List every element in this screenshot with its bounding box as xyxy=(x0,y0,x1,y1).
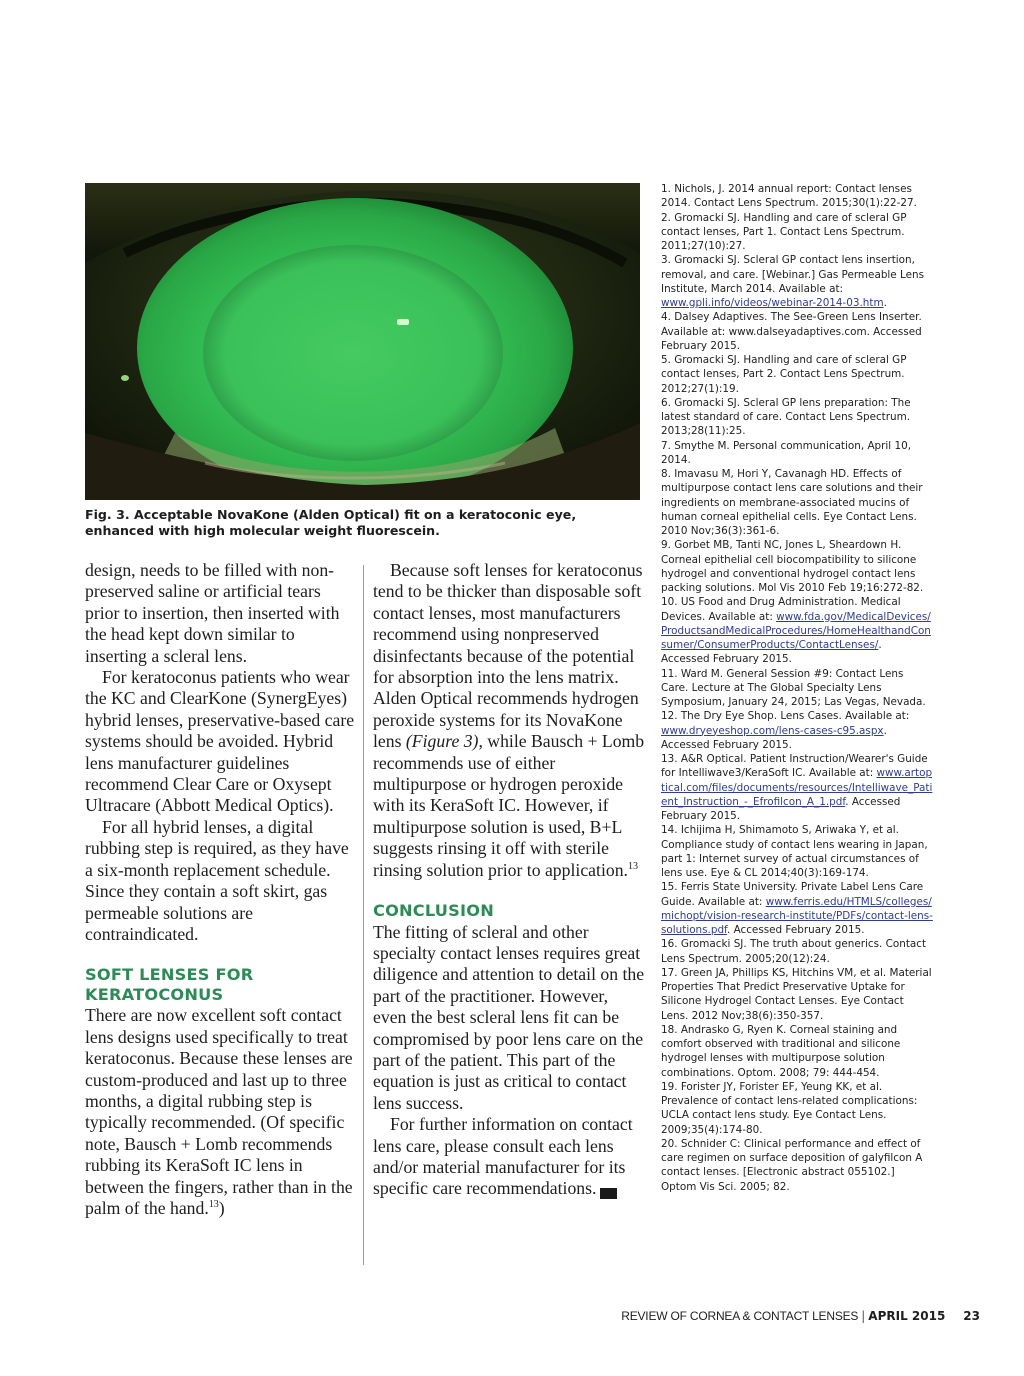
page-footer xyxy=(560,1309,980,1323)
body-column-1 xyxy=(85,560,355,1219)
references-list xyxy=(661,182,933,1194)
footer-separator: | xyxy=(861,1309,866,1323)
paragraph xyxy=(85,1005,355,1219)
paragraph-end: ) xyxy=(218,1197,225,1218)
reference-link[interactable]: www.artoptical.com/files/documents/resources/Intelliwave_Patient_Instruction_-_Efrofilcon_A_1.pdf xyxy=(661,767,933,808)
reference-item: 16. Gromacki SJ. The truth about generics. Contact Lens Spectrum. 2005;20(12):24. xyxy=(661,938,927,965)
paragraph-text: Because soft lenses for keratoconus tend to be thicker than disposable soft contact lenses, most manufacturers recommend using nonpreserved disinfectants because of the potential for absorption into the lens matrix. Alden Optical recommends hydrogen peroxide systems for its NovaKone lens xyxy=(373,560,643,752)
reference-text: . Accessed February 2015. xyxy=(726,924,865,936)
reference-text: 13. A&R Optical. Patient Instruction/Wearer's Guide for Intelliwave3/KeraSoft IC. Available at: xyxy=(661,753,928,780)
eye-fluorescein-image xyxy=(85,183,640,500)
figure-reference: (Figure 3) xyxy=(405,731,479,752)
reference-item xyxy=(661,253,933,310)
paragraph: For keratoconus patients who wear the KC and ClearKone (SynergEyes) hybrid lenses, preservative-based care systems should be avoided. Hybrid lens manufacturer guidelines recommend Clear Care or Oxysept Ultracare (Abbott Medical Optics). xyxy=(85,667,355,816)
reference-item: 11. Ward M. General Session #9: Contact Lens Care. Lecture at The Global Specialty Lens Symposium, January 24, 2015; Las Vegas, Nevada. xyxy=(661,667,926,708)
paragraph xyxy=(373,560,645,881)
magazine-name: REVIEW OF CORNEA & CONTACT LENSES xyxy=(621,1309,859,1323)
reference-link[interactable]: www.gpli.info/videos/webinar-2014-03.htm xyxy=(661,297,884,309)
reference-text: 15. Ferris State University. Private Label Lens Care Guide. Available at: xyxy=(661,881,924,908)
reference-item: 8. Imavasu M, Hori Y, Cavanagh HD. Effects of multipurpose contact lens care solutions and their ingredients on membrane-associated mucins of human corneal epithelial cells. Eye Contact Lens. 2010 Nov;36(3):361-6. xyxy=(661,468,923,537)
reference-text: . Accessed February 2015. xyxy=(661,639,882,666)
reference-item xyxy=(661,595,933,666)
reference-item: 5. Gromacki SJ. Handling and care of scleral GP contact lenses, Part 2. Contact Lens Spectrum. 2012;27(1):19. xyxy=(661,354,907,395)
reference-item xyxy=(661,880,933,937)
reference-text: 10. US Food and Drug Administration. Medical Devices. Available at: xyxy=(661,596,901,623)
reference-link[interactable]: www.fda.gov/MedicalDevices/ProductsandMedicalProcedures/HomeHealthandConsumer/ConsumerProducts/ContactLenses/ xyxy=(661,610,931,651)
reference-link[interactable]: www.ferris.edu/HTMLS/colleges/michopt/vision-research-institute/PDFs/contact-lens-solutions.pdf xyxy=(661,895,933,936)
reference-item: 9. Gorbet MB, Tanti NC, Jones L, Sheardown H. Corneal epithelial cell biocompatibility to silicone hydrogel and conventional hydrogel contact lens packing solutions. Mol Vis 2010 Feb 19;16:272-82. xyxy=(661,539,924,594)
paragraph-text: , while Bausch + Lomb recommends use of either multipurpose or hydrogen peroxide with its KeraSoft IC. However, if multipurpose solution is used, B+L suggests rinsing it off with sterile rinsing solution prior to application. xyxy=(373,731,645,880)
reference-item: 14. Ichijima H, Shimamoto S, Ariwaka Y, et al. Compliance study of contact lens wearing in Japan, part 1: Internet survey of actual circumstances of lens use. Eye & CL 2014;40(3):169-174. xyxy=(661,824,928,879)
column-divider xyxy=(363,565,364,1265)
reference-text: . Accessed February 2015. xyxy=(661,795,901,822)
reference-item: 19. Forister JY, Forister EF, Yeung KK, et al. Prevalence of contact lens-related complications: UCLA contact lens study. Eye Contact Lens. 2009;35(4):174-80. xyxy=(661,1080,918,1136)
paragraph-text: There are now excellent soft contact lens designs used specifically to treat keratoconus. Because these lenses are custom-produced and last up to three months, a digital rubbing step is typically recommended. (Of specific note, Bausch + Lomb recommends rubbing its KeraSoft IC lens in between the fingers, rather than in the palm of the hand. xyxy=(85,1005,353,1218)
reference-item: 7. Smythe M. Personal communication, April 10, 2014. xyxy=(661,439,912,466)
citation-superscript: 13 xyxy=(627,860,638,872)
reference-text: . Accessed February 2015. xyxy=(661,724,887,751)
reference-link[interactable]: www.dryeyeshop.com/lens-cases-c95.aspx xyxy=(661,724,884,737)
reference-item xyxy=(661,752,933,823)
paragraph: design, needs to be filled with non-preserved saline or artificial tears prior to insertion, then inserted with the head kept down similar to inserting a scleral lens. xyxy=(85,560,340,666)
paragraph-text: For further information on contact lens care, please consult each lens and/or material manufacturer for its specific care recommendations. xyxy=(373,1114,633,1199)
reference-text: 12. The Dry Eye Shop. Lens Cases. Available at: xyxy=(661,710,910,723)
citation-superscript: 13 xyxy=(208,1199,219,1211)
reference-item: 4. Dalsey Adaptives. The See-Green Lens Inserter. Available at: www.dalseyadaptives.com. Accessed February 2015. xyxy=(661,311,922,352)
figure-caption: Fig. 3. Acceptable NovaKone (Alden Optical) fit on a keratoconic eye, enhanced with high molecular weight fluorescein. xyxy=(85,507,577,538)
reference-item: 20. Schnider C: Clinical performance and effect of care regimen on surface deposition of galyfilcon A contact lenses. [Electronic abstract 055102.] Optom Vis Sci. 2005; 82. xyxy=(661,1137,923,1193)
page-number: 23 xyxy=(963,1309,980,1323)
figure-photo xyxy=(85,183,640,500)
reference-item: 17. Green JA, Phillips KS, Hitchins VM, et al. Material Properties That Predict Preservative Uptake for Silicone Hydrogel Contact Lenses. Eye Contact Lens. 2012 Nov;38(6):350-357. xyxy=(661,966,932,1022)
issue-date: APRIL 2015 xyxy=(868,1309,946,1323)
section-heading-soft-lenses: SOFT LENSES FOR KERATOCONUS xyxy=(85,965,254,1004)
end-mark-logo: RCCL xyxy=(600,1188,617,1199)
reference-item: 2. Gromacki SJ. Handling and care of scleral GP contact lenses, Part 1. Contact Lens Spectrum. 2011;27(10):27. xyxy=(661,211,907,252)
paragraph: For all hybrid lenses, a digital rubbing step is required, as they have a six-month replacement schedule. Since they contain a soft skirt, gas permeable solutions are contraindicated. xyxy=(85,816,349,944)
paragraph xyxy=(373,1114,645,1200)
reference-text: . xyxy=(883,297,887,309)
body-column-2 xyxy=(373,560,645,1200)
reference-item xyxy=(661,709,933,752)
reference-item: 18. Andrasko G, Ryen K. Corneal staining and comfort observed with traditional and silicone hydrogel lenses with multipurpose solution combinations. Optom. 2008; 79: 444-454. xyxy=(661,1023,901,1079)
reference-item: 6. Gromacki SJ. Scleral GP lens preparation: The latest standard of care. Contact Lens Spectrum. 2013;28(11):25. xyxy=(661,396,911,438)
reference-text: 3. Gromacki SJ. Scleral GP contact lens insertion, removal, and care. [Webinar.] Gas Permeable Lens Institute, March 2014. Available at: xyxy=(661,254,924,295)
reference-item: 1. Nichols, J. 2014 annual report: Contact lenses 2014. Contact Lens Spectrum. 2015;30(1):22-27. xyxy=(661,183,917,210)
paragraph: The fitting of scleral and other specialty contact lenses requires great diligence and attention to detail on the part of the practitioner. However, even the best scleral lens fit can be compromised by poor lens care on the part of the patient. This part of the equation is just as critical to contact lens success. xyxy=(373,921,645,1113)
section-heading-conclusion: CONCLUSION xyxy=(373,901,494,921)
